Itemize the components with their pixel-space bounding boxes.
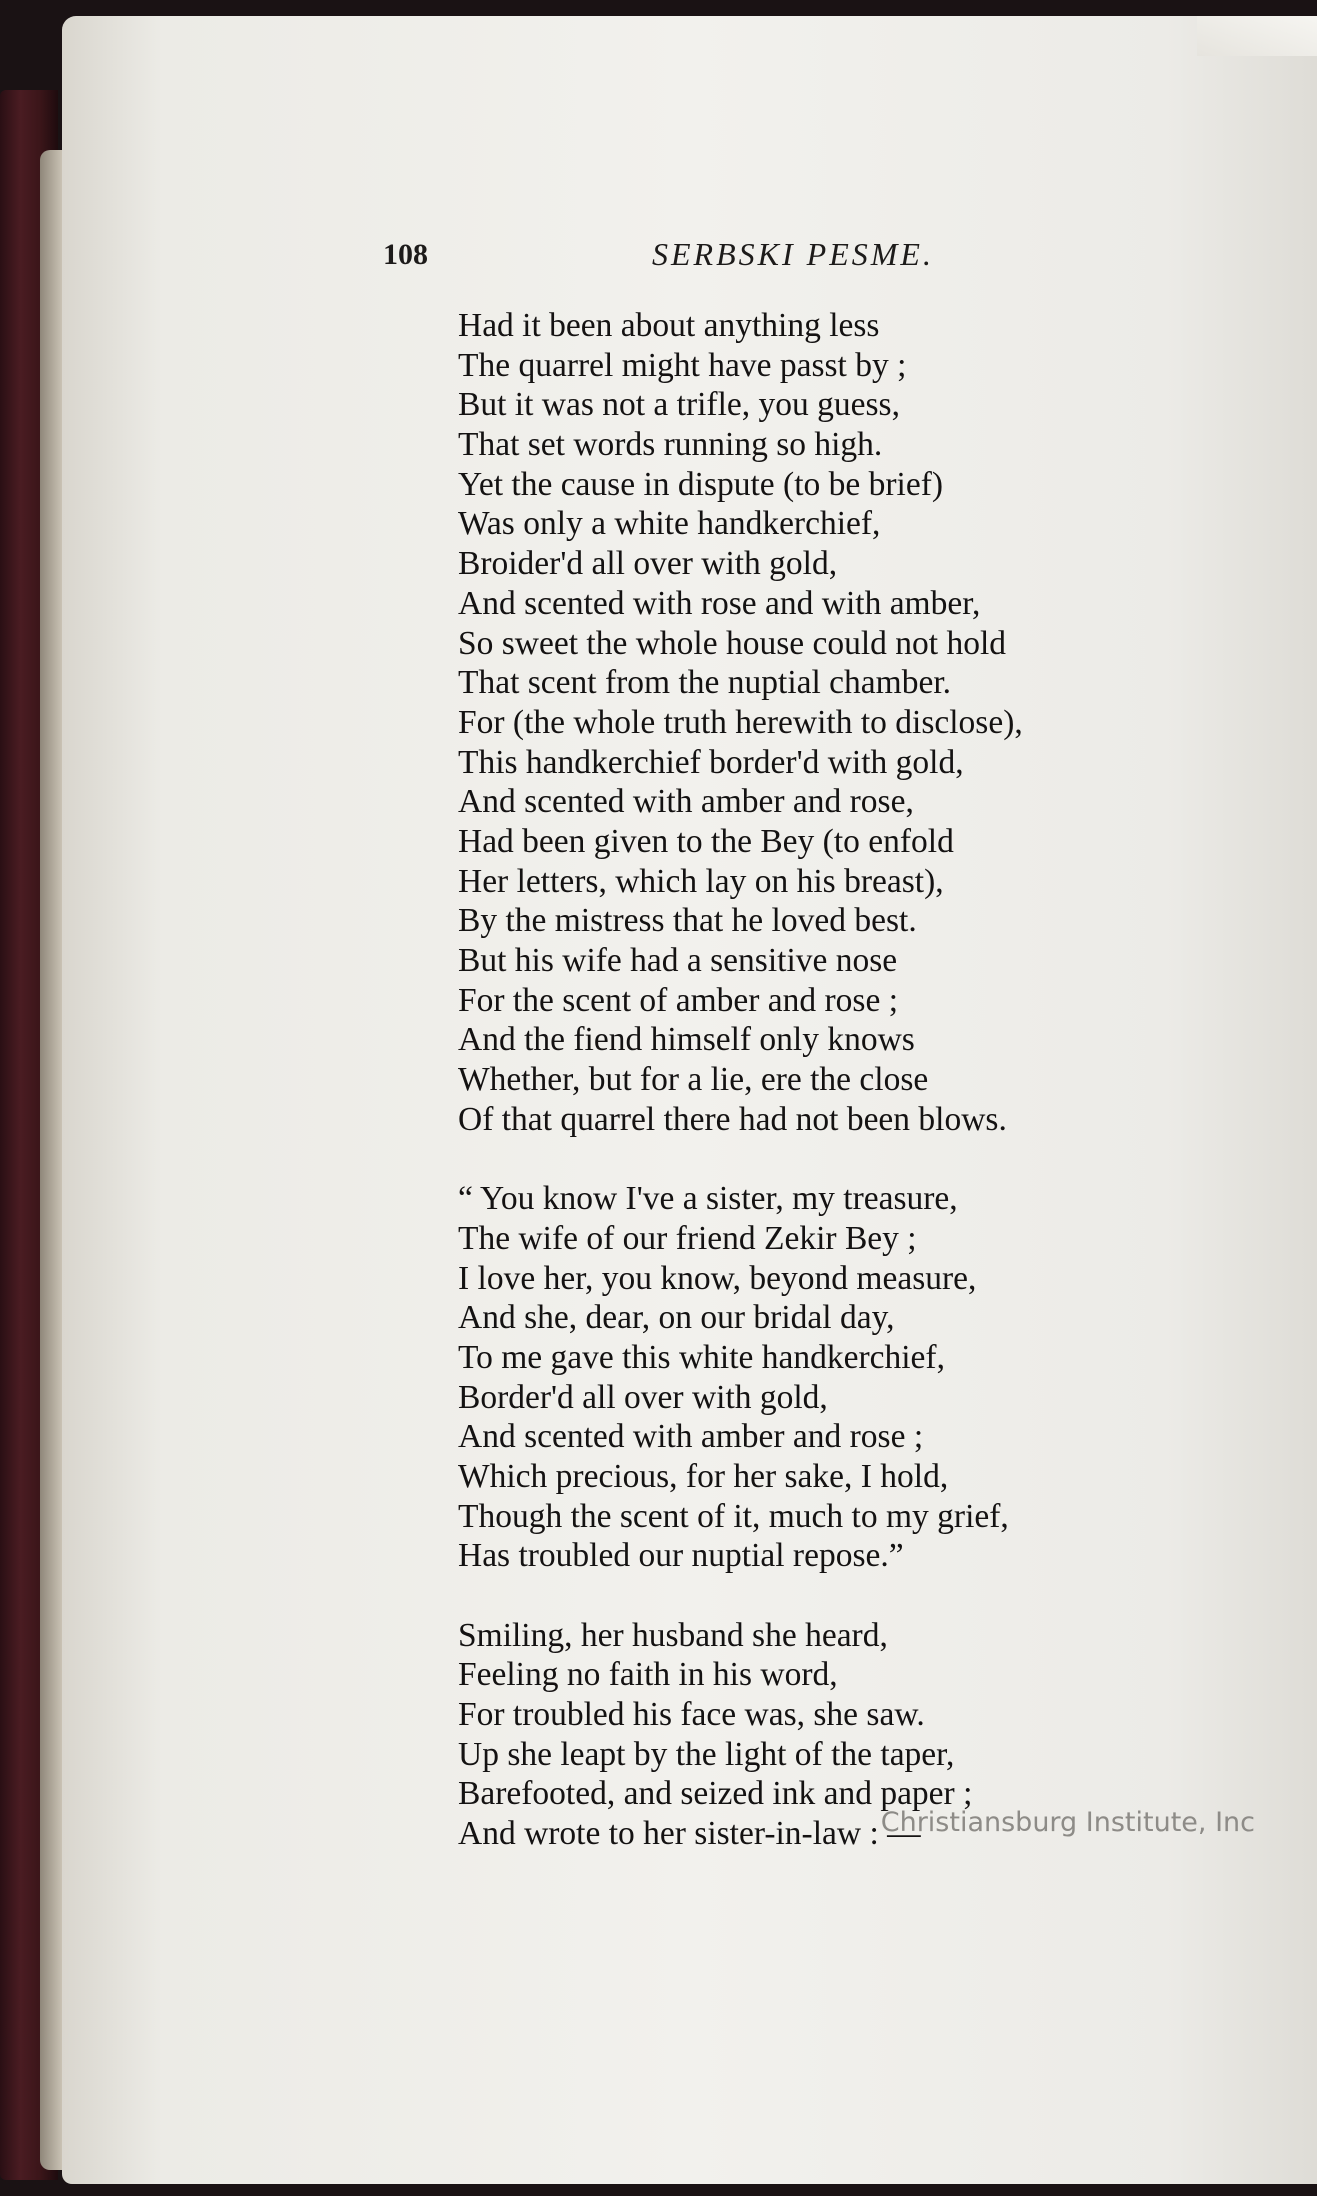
poem-line: So sweet the whole house could not hold	[458, 624, 1007, 662]
poem-line: Which precious, for her sake, I hold,	[458, 1457, 949, 1495]
poem-line: The wife of our friend Zekir Bey ;	[458, 1219, 917, 1257]
poem-line: Had been given to the Bey (to enfold	[458, 822, 954, 860]
stanza-gap	[458, 1139, 1288, 1179]
poem-line: For (the whole truth herewith to disclose),	[458, 703, 1023, 741]
poem-line: Has troubled our nuptial repose.”	[458, 1537, 904, 1575]
poem-line: But his wife had a sensitive nose	[458, 942, 898, 979]
poem-line: That scent from the nuptial chamber.	[458, 664, 952, 702]
poem-line: Smiling, her husband she heard,	[458, 1616, 888, 1654]
poem-line: Was only a white handkerchief,	[458, 505, 881, 543]
poem-line: Whether, but for a lie, ere the close	[458, 1061, 929, 1099]
poem-line: Feeling no faith in his word,	[458, 1656, 838, 1694]
poem-line: And scented with rose and with amber,	[458, 584, 981, 622]
poem-line: For the scent of amber and rose ;	[458, 981, 899, 1019]
poem-line: I love her, you know, beyond measure,	[458, 1259, 977, 1297]
facing-page-corner	[1197, 16, 1317, 56]
poem-line: The quarrel might have passt by ;	[458, 346, 907, 384]
running-title: SERBSKI PESME.	[652, 236, 934, 272]
poem-line: For troubled his face was, she saw.	[458, 1696, 925, 1734]
poem-line: To me gave this white handkerchief,	[458, 1338, 945, 1376]
poem-line: Up she leapt by the light of the taper,	[458, 1735, 955, 1773]
poem-line: This handkerchief border'd with gold,	[458, 743, 964, 781]
poem-line: Though the scent of it, much to my grief,	[458, 1497, 1009, 1535]
poem-line: Barefooted, and seized ink and paper ;	[458, 1775, 973, 1813]
stanza-gap	[458, 1576, 1288, 1616]
poem-line: “ You know I've a sister, my treasure,	[458, 1180, 958, 1218]
watermark: Christiansburg Institute, Inc	[880, 1807, 1255, 1838]
poem-line: By the mistress that he loved best.	[458, 902, 917, 940]
page-number: 108	[383, 238, 428, 271]
poem-line: Broider'd all over with gold,	[458, 545, 838, 583]
poem-line: Had it been about anything less	[458, 307, 880, 344]
poem-line: Yet the cause in dispute (to be brief)	[458, 465, 944, 503]
poem-line: That set words running so high.	[458, 426, 883, 464]
poem-line: Of that quarrel there had not been blows.	[458, 1100, 1007, 1138]
poem-line: And scented with amber and rose,	[458, 783, 914, 821]
poem-line: And scented with amber and rose ;	[458, 1418, 924, 1456]
stanza	[458, 1179, 1288, 1576]
poem-line: And the fiend himself only knows	[458, 1021, 915, 1059]
stanza	[458, 306, 1288, 1139]
poem-line: Her letters, which lay on his breast),	[458, 862, 944, 900]
poem-line: And she, dear, on our bridal day,	[458, 1299, 895, 1337]
poem-text	[458, 306, 1288, 1854]
poem-line: But it was not a trifle, you guess,	[458, 386, 900, 424]
poem-line: Border'd all over with gold,	[458, 1378, 828, 1416]
poem-line: And wrote to her sister-in-law : —	[458, 1815, 921, 1853]
